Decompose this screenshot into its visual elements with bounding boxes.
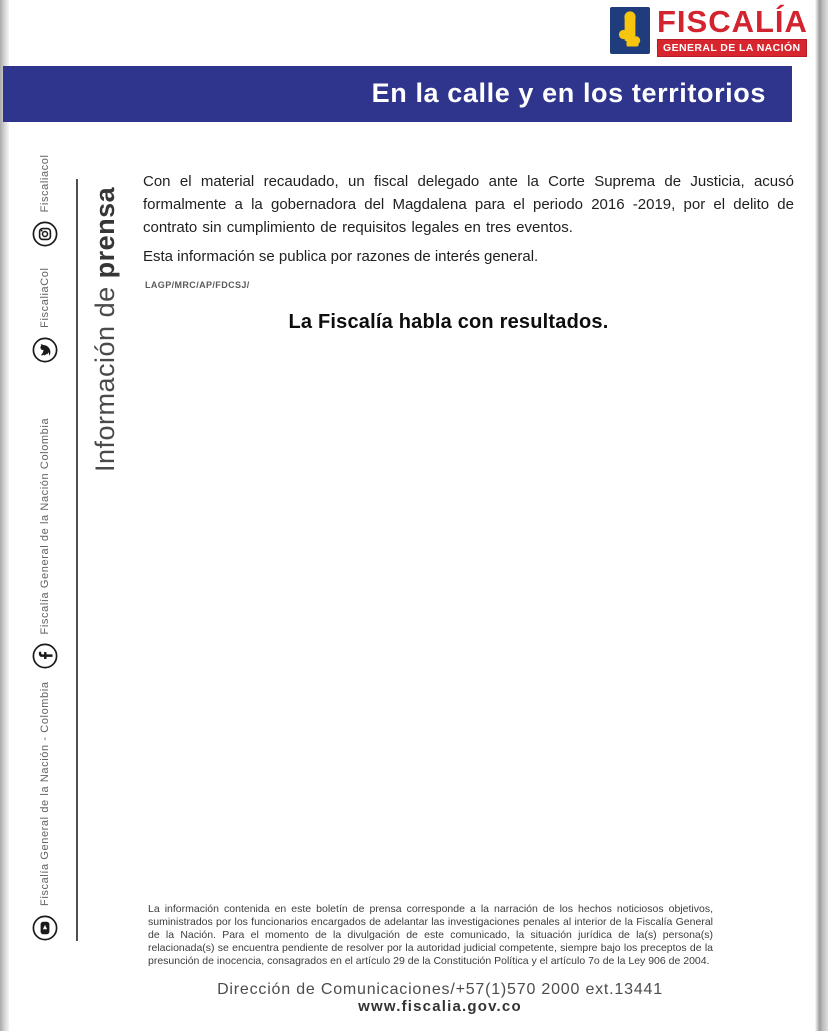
slogan-banner: En la calle y en los territorios — [3, 66, 792, 122]
page-edge-right — [815, 0, 828, 1031]
logo-wordmark: FISCALÍA — [657, 4, 808, 39]
page-edge-left — [0, 0, 9, 1031]
social-item-twitter — [32, 267, 58, 362]
social-label: Fiscaliacol — [39, 154, 51, 213]
puzzle-figure-icon — [610, 7, 650, 54]
facebook-icon — [32, 643, 58, 669]
website-url: www.fiscalia.gov.co — [358, 998, 522, 1015]
logo-subtitle: GENERAL DE LA NACIÓN — [657, 39, 807, 57]
vertical-title-regular: Información de — [90, 278, 120, 472]
fiscalia-logo — [610, 4, 808, 57]
sidebar-divider-line — [76, 179, 78, 941]
social-label: FiscaliaCol — [39, 267, 51, 328]
twitter-icon — [32, 337, 58, 363]
social-label: Fiscalía General de la Nación Colombia — [39, 417, 51, 635]
contact-line: Dirección de Comunicaciones/+57(1)570 2000 ext.13441 — [217, 981, 663, 998]
headline-slogan: La Fiscalía habla con resultados. — [288, 311, 609, 333]
vertical-title-informacion-de-prensa — [88, 187, 122, 472]
social-label: Fiscalía General de la Nación - Colombia — [39, 681, 51, 906]
logo-text — [657, 4, 808, 57]
press-note: Esta información se publica por razones de interés general. — [143, 248, 539, 265]
press-paragraph: Con el material recaudado, un fiscal delegado ante la Corte Suprema de Justicia, acusó formalmente a la gobernadora del Magdalena para el periodo 2016 -2019, por el delito de contrato sin cumplimiento de requisitos legales en tres eventos. — [143, 173, 794, 236]
reference-code: LAGP/MRC/AP/FDCSJ/ — [145, 280, 250, 290]
youtube-icon — [32, 915, 58, 941]
instagram-icon — [32, 221, 58, 247]
legal-disclaimer: La información contenida en este boletín de prensa corresponde a la narración de los hechos noticiosos objetivos, suministrados por los funcionarios encargados de adelantar las investigaciones penales al interior de la Fiscalía General de la Nación. Para el momento de la divulgación de este comunicado, la situación jurídica de la(s) persona(s) relacionada(s) se encuentra pendiente de resolver por la autoridad judicial competente, siempre bajo los preceptos de la presunción de inocencia, consagrados en el artículo 29 de la Constitución Política y el artículo 7o de la Ley 906 de 2004. — [148, 903, 713, 967]
vertical-title-bold: prensa — [90, 186, 120, 279]
social-item-facebook — [32, 418, 58, 670]
social-item-instagram — [32, 154, 58, 247]
social-media-rail — [30, 146, 60, 941]
social-item-youtube — [32, 681, 58, 941]
